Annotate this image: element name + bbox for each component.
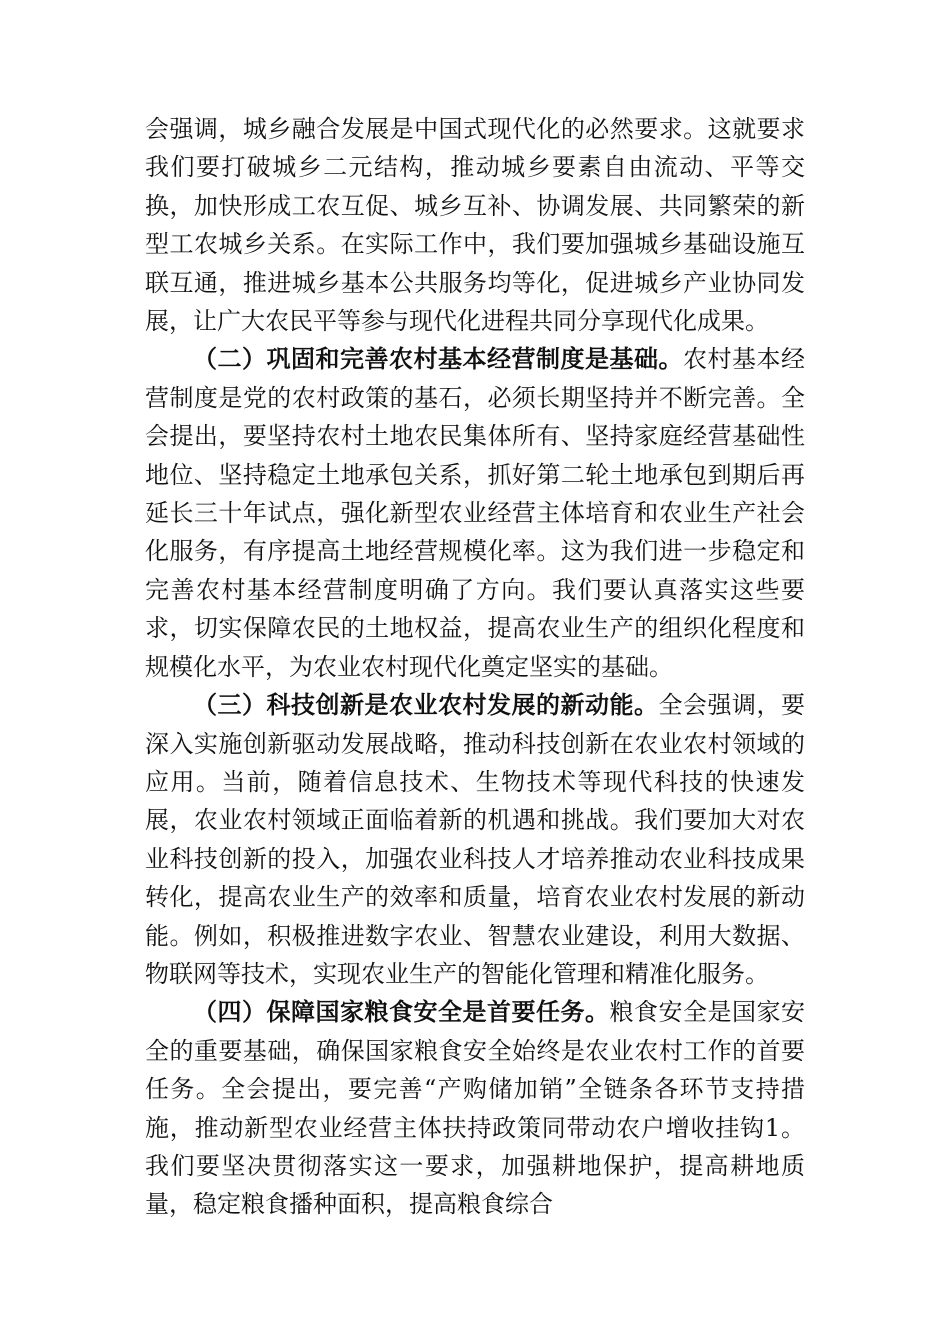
paragraph-section-3 xyxy=(145,686,805,993)
paragraph-body: 全会强调，要深入实施创新驱动发展战略，推动科技创新在农业农村领域的应用。当前，随着信息技术、生物技术等现代科技的快速发展，农业农村领域正面临着新的机遇和挑战。我们要加大对农业科技创新的投入，加强农业科技人才培养推动农业科技成果转化，提高农业生产的效率和质量，培育农业农村发展的新动能。例如，积极推进数字农业、智慧农业建设，利用大数据、物联网等技术，实现农业生产的智能化管理和精准化服务。 xyxy=(145,691,805,988)
paragraph-body: 粮食安全是国家安全的重要基础，确保国家粮食安全始终是农业农村工作的首要任务。全会提出，要完善“产购储加销”全链条各环节支持措施，推动新型农业经营主体扶持政策同带动农户增收挂钩1。我们要坚决贯彻落实这一要求，加强耕地保护，提高耕地质量，稳定粮食播种面积，提高粮食综合 xyxy=(145,998,805,1219)
paragraph-continued xyxy=(145,110,805,340)
section-heading: （四）保障国家粮食安全是首要任务。 xyxy=(193,997,610,1027)
section-heading: （三）科技创新是农业农村发展的新动能。 xyxy=(193,690,659,720)
paragraph-body: 农村基本经营制度是党的农村政策的基石，必须长期坚持并不断完善。全会提出，要坚持农村土地农民集体所有、坚持家庭经营基础性地位、坚持稳定土地承包关系，抓好第二轮土地承包到期后再延长三十年试点，强化新型农业经营主体培育和农业生产社会化服务，有序提高土地经营规模化率。这为我们进一步稳定和完善农村基本经营制度明确了方向。我们要认真落实这些要求，切实保障农民的土地权益，提高农业生产的组织化程度和规模化水平，为农业农村现代化奠定坚实的基础。 xyxy=(145,345,805,681)
paragraph-body: 会强调，城乡融合发展是中国式现代化的必然要求。这就要求我们要打破城乡二元结构，推动城乡要素自由流动、平等交换，加快形成工农互促、城乡互补、协调发展、共同繁荣的新型工农城乡关系。在实际工作中，我们要加强城乡基础设施互联互通，推进城乡基本公共服务均等化，促进城乡产业协同发展，让广大农民平等参与现代化进程共同分享现代化成果。 xyxy=(145,115,805,336)
paragraph-section-4 xyxy=(145,993,805,1223)
document-page xyxy=(145,110,805,1224)
paragraph-section-2 xyxy=(145,340,805,686)
section-heading: （二）巩固和完善农村基本经营制度是基础。 xyxy=(193,344,683,374)
